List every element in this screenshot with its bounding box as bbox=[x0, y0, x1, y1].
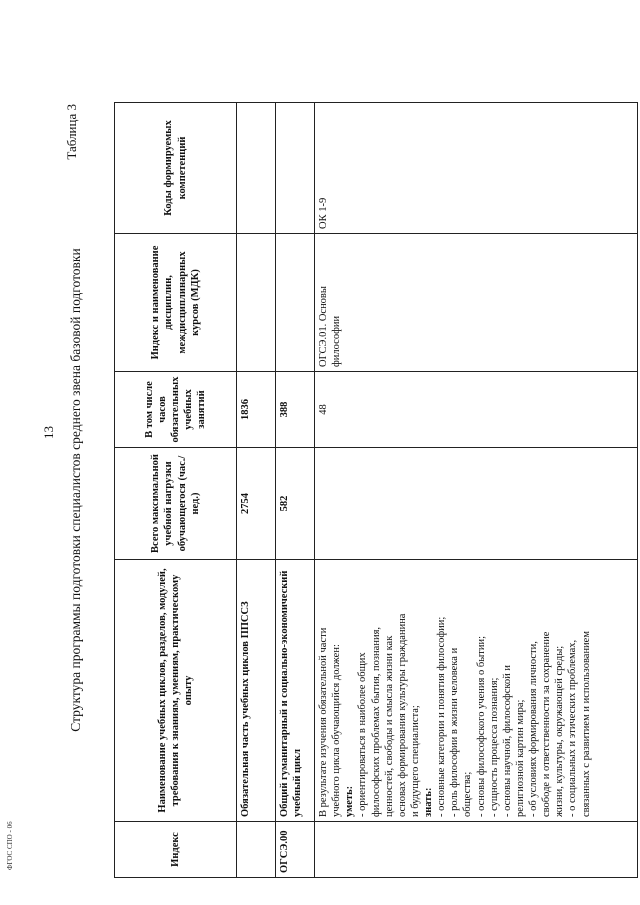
requirement-line: общества; bbox=[462, 771, 474, 817]
requirement-line: и будущего специалиста; bbox=[409, 705, 421, 817]
requirement-line: жизни, культуры, окружающей среды; bbox=[554, 645, 566, 817]
requirement-line: связанных с развитием и использованием bbox=[580, 631, 592, 817]
cell-index bbox=[315, 822, 638, 878]
cell-name: Обязательная часть учебных циклов ППССЗ bbox=[237, 560, 276, 822]
requirement-line: философских проблемах бытия, познания, bbox=[370, 626, 382, 817]
requirement-line: - ориентироваться в наиболее общих bbox=[357, 652, 369, 817]
requirement-line: основах формирования культуры гражданина bbox=[396, 613, 408, 817]
table-title: Структура программы подготовки специалистов среднего звена базовой подготовки bbox=[68, 248, 83, 732]
requirement-heading-knowledge: знать: bbox=[423, 787, 434, 817]
cell-competencies: ОК 1-9 bbox=[315, 103, 638, 234]
cell-index: ОГСЭ.00 bbox=[276, 822, 315, 878]
cell-total: 2754 bbox=[237, 448, 276, 560]
cell-total: 582 bbox=[276, 448, 315, 560]
header-index: Индекс bbox=[115, 822, 237, 878]
footer-code: ФГОС СПО - 06 bbox=[6, 821, 14, 870]
rotated-table-block bbox=[62, 100, 600, 880]
cell-mdk bbox=[276, 234, 315, 372]
table-label: Таблица 3 bbox=[64, 104, 79, 160]
cell-index bbox=[237, 822, 276, 878]
program-structure-table bbox=[114, 102, 638, 878]
table-header-row bbox=[115, 103, 237, 878]
cell-mdk: ОГСЭ.01. Основы философии bbox=[315, 234, 638, 372]
header-total-load: Всего максимальной учебной нагрузки обучающегося (час./нед.) bbox=[115, 448, 237, 560]
requirement-line: религиозной картин мира; bbox=[514, 699, 526, 817]
requirement-line: - основные категории и понятия философии; bbox=[436, 616, 448, 817]
cell-total bbox=[315, 448, 638, 560]
table-row-cycle bbox=[276, 103, 315, 878]
cell-mdk bbox=[237, 234, 276, 372]
header-obligatory-hours: В том числе часов обязательных учебных занятий bbox=[115, 372, 237, 448]
requirement-line: - об условиях формирования личности, bbox=[528, 641, 539, 817]
requirement-line: учебного цикла обучающийся должен: bbox=[331, 644, 343, 817]
requirement-line: - роль философии в жизни человека и bbox=[449, 647, 461, 817]
cell-competencies bbox=[237, 103, 276, 234]
header-mdk: Индекс и наименование дисциплин, междисциплинарных курсов (МДК) bbox=[115, 234, 237, 372]
requirement-line: - основы философского учения о бытии; bbox=[475, 636, 487, 817]
cell-name: Общий гуманитарный и социально-экономический учебный цикл bbox=[276, 560, 315, 822]
requirement-line: - сущность процесса познания; bbox=[488, 677, 500, 817]
header-name: Наименование учебных циклов, разделов, модулей, требования к знаниям, умениям, практическому опыту bbox=[115, 560, 237, 822]
requirement-line: ценностей, свободы и смысла жизни как bbox=[383, 635, 395, 817]
page-number: 13 bbox=[41, 426, 56, 439]
requirement-line: - о социальных и этических проблемах, bbox=[567, 639, 579, 817]
header-competencies: Коды формируемых компетенций bbox=[115, 103, 237, 234]
cell-competencies bbox=[276, 103, 315, 234]
table-row-mandatory bbox=[237, 103, 276, 878]
cell-obligatory: 388 bbox=[276, 372, 315, 448]
requirement-heading-skills: уметь: bbox=[344, 785, 356, 817]
requirement-line: свободе и ответственности за сохранение bbox=[541, 631, 553, 817]
cell-requirements bbox=[315, 560, 638, 822]
requirement-line: - основы научной, философской и bbox=[501, 664, 513, 817]
requirement-line: В результате изучения обязательной части bbox=[318, 627, 329, 817]
cell-obligatory: 1836 bbox=[237, 372, 276, 448]
table-row-discipline bbox=[315, 103, 638, 878]
cell-obligatory: 48 bbox=[315, 372, 638, 448]
